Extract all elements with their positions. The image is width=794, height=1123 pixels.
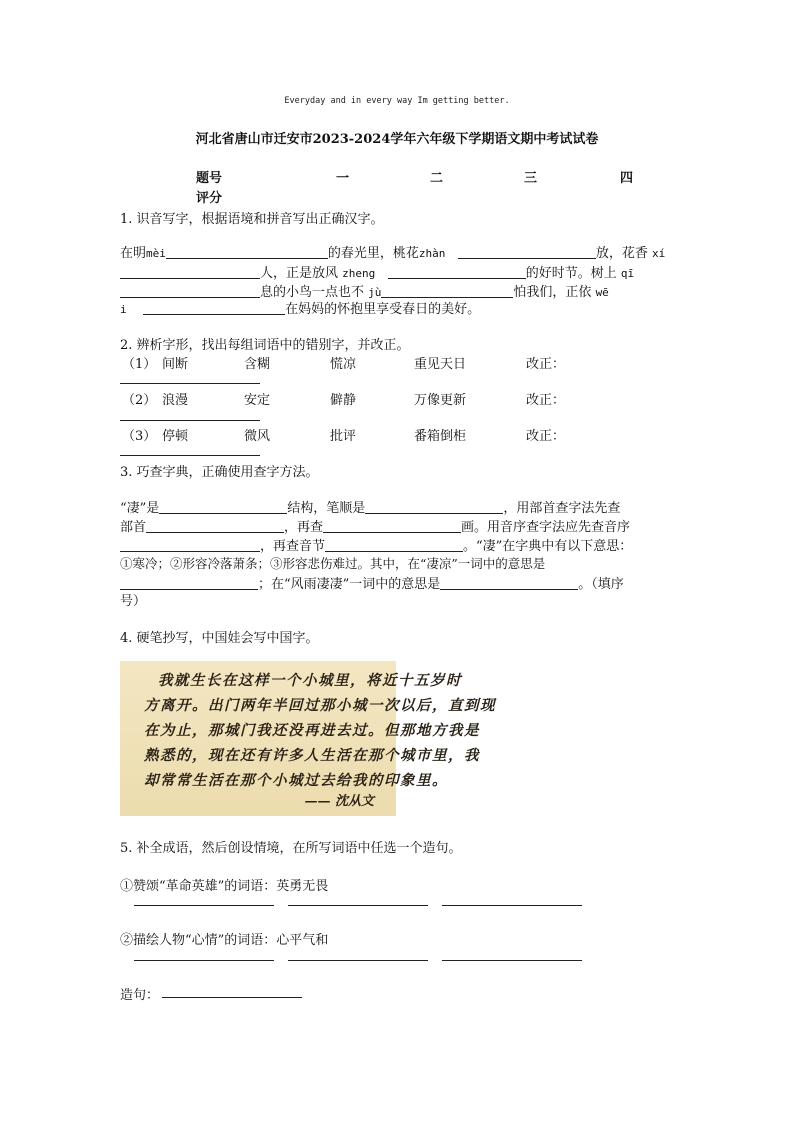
q2-word: 停顿	[162, 429, 189, 444]
score-header-label: 题号	[196, 171, 223, 186]
q2-word: 番箱倒柜	[414, 429, 467, 444]
q1-line-2	[120, 262, 634, 281]
pinyin-hint: i	[120, 303, 127, 316]
q5-heading: 5. 补全成语，然后创设情境，在所写词语中任选一个造句。	[120, 841, 462, 856]
calligraphy-image	[120, 661, 496, 816]
q3-line-5	[120, 573, 624, 592]
pinyin-hint: wē	[595, 286, 609, 299]
answer-line[interactable]	[120, 420, 260, 421]
q3-text: ，再查	[284, 520, 324, 535]
q2-row-number: （3）	[122, 429, 157, 444]
q1-heading: 1. 识音写字，根据语境和拼音写出正确汉字。	[120, 212, 384, 227]
answer-blank[interactable]	[159, 499, 287, 514]
q3-text: 结构，笔顺是	[287, 501, 366, 516]
calligraphy-signature: —— 沈从文	[304, 794, 374, 809]
calligraphy-line: 我就生长在这样一个小城里，将近十五岁时	[158, 672, 462, 689]
answer-blank[interactable]	[120, 283, 260, 298]
q2-word: 万像更新	[414, 393, 467, 408]
answer-line[interactable]	[288, 905, 428, 906]
answer-blank[interactable]	[381, 283, 513, 298]
q5-item-2: ②描绘人物“心情”的词语：心平气和	[120, 933, 329, 948]
answer-blank[interactable]	[365, 499, 503, 514]
answer-line[interactable]	[120, 383, 260, 384]
q2-fix-label: 改正：	[526, 357, 566, 372]
q5-item-1: ①赞颂“革命英雄”的词语：英勇无畏	[120, 879, 329, 894]
q2-fix-label: 改正：	[526, 393, 566, 408]
q3-line-3	[120, 535, 632, 554]
q2-word: 僻静	[330, 393, 357, 408]
q3-text: ，用部首查字法先查	[503, 501, 621, 516]
answer-blank[interactable]	[166, 244, 328, 259]
answer-blank[interactable]	[143, 300, 285, 315]
answer-blank[interactable]	[458, 244, 596, 259]
q2-word: 浪漫	[162, 393, 189, 408]
q1-text: 在明	[120, 246, 147, 261]
answer-line[interactable]	[442, 960, 582, 961]
q3-line-4: ①寒冷；②形容冷落萧条；③形容悲伤难过。其中，在“凄凉”一词中的意思是	[120, 556, 546, 571]
q3-line-1	[120, 497, 620, 516]
answer-line[interactable]	[134, 960, 274, 961]
q3-heading: 3. 巧查字典，正确使用查字方法。	[120, 465, 319, 480]
answer-blank[interactable]	[120, 537, 260, 552]
q1-text: 人，正是放风	[260, 266, 339, 281]
pinyin-hint: xí	[651, 247, 666, 260]
q2-row-number: （2）	[122, 393, 157, 408]
motto-text: Everyday and in every way Im getting better.	[284, 96, 510, 106]
answer-blank[interactable]	[120, 264, 260, 279]
q2-word: 间断	[162, 357, 189, 372]
score-col-3: 三	[524, 171, 538, 186]
q2-row-number: （1）	[122, 357, 157, 372]
q3-text: 。（填序	[578, 577, 624, 592]
answer-blank[interactable]	[146, 518, 284, 533]
q3-text: 。“凄”在字典中有以下意思：	[463, 539, 633, 554]
answer-blank[interactable]	[440, 575, 578, 590]
pinyin-hint: zhàn	[418, 247, 446, 260]
calligraphy-line: 熟悉的，现在还有许多人生活在那个城市里，我	[144, 747, 480, 764]
q2-word: 含糊	[244, 357, 271, 372]
score-col-1: 一	[336, 171, 350, 186]
calligraphy-line: 却常常生活在那个小城过去给我的印象里。	[144, 772, 448, 789]
pinyin-hint: jù	[368, 286, 382, 299]
answer-line[interactable]	[134, 905, 274, 906]
score-col-2: 二	[430, 171, 444, 186]
q1-text: 息的小鸟一点也不	[260, 285, 365, 300]
q3-text: ，再查音节	[260, 539, 326, 554]
q4-heading: 4. 硬笔抄写，中国娃会写中国字。	[120, 631, 319, 646]
q1-text: 的春光里，桃花	[327, 246, 419, 261]
q1-line-1	[120, 242, 665, 261]
q2-word: 重见天日	[414, 357, 467, 372]
q3-line-2	[120, 516, 630, 535]
pinyin-hint: mèi	[146, 247, 166, 260]
calligraphy-line: 在为止，那城门我还没再进去过。但那地方我是	[144, 722, 480, 739]
answer-line[interactable]	[288, 960, 428, 961]
calligraphy-line: 方离开。出门两年半回过那小城一次以后，直到现	[144, 697, 496, 714]
pinyin-hint: qī	[620, 267, 635, 280]
sentence-answer-line[interactable]	[162, 997, 302, 998]
sentence-label: 造句：	[120, 988, 160, 1003]
answer-blank[interactable]	[325, 537, 463, 552]
q3-line-6: 号）	[120, 594, 147, 609]
q1-text: 怕我们，正依	[513, 285, 592, 300]
q2-heading: 2. 辨析字形，找出每组词语中的错别字，并改正。	[120, 338, 410, 353]
score-col-4: 四	[620, 171, 634, 186]
q2-fix-label: 改正：	[526, 429, 566, 444]
q1-text: 在妈妈的怀抱里享受春日的美好。	[285, 302, 481, 317]
pinyin-hint: zheng	[342, 267, 376, 280]
q1-line-4	[120, 298, 480, 317]
q2-word: 慌凉	[330, 357, 357, 372]
q2-word: 批评	[330, 429, 357, 444]
q3-text: 画。用音序查字法应先查音序	[461, 520, 631, 535]
q3-text: ；在“风雨凄凄”一词中的意思是	[258, 577, 441, 592]
q2-word: 微风	[244, 429, 271, 444]
score-label: 评分	[196, 191, 223, 206]
q3-text: “凄”是	[120, 501, 160, 516]
answer-line[interactable]	[120, 455, 260, 456]
exam-title: 河北省唐山市迁安市2023-2024学年六年级下学期语文期中考试试卷	[195, 132, 599, 147]
q2-word: 安定	[244, 393, 271, 408]
q1-text: 的好时节。树上	[525, 266, 617, 281]
answer-line[interactable]	[442, 905, 582, 906]
answer-blank[interactable]	[120, 575, 258, 590]
q3-text: 部首	[120, 520, 147, 535]
answer-blank[interactable]	[388, 264, 526, 279]
q1-text: 放，花香	[595, 246, 648, 261]
answer-blank[interactable]	[323, 518, 461, 533]
